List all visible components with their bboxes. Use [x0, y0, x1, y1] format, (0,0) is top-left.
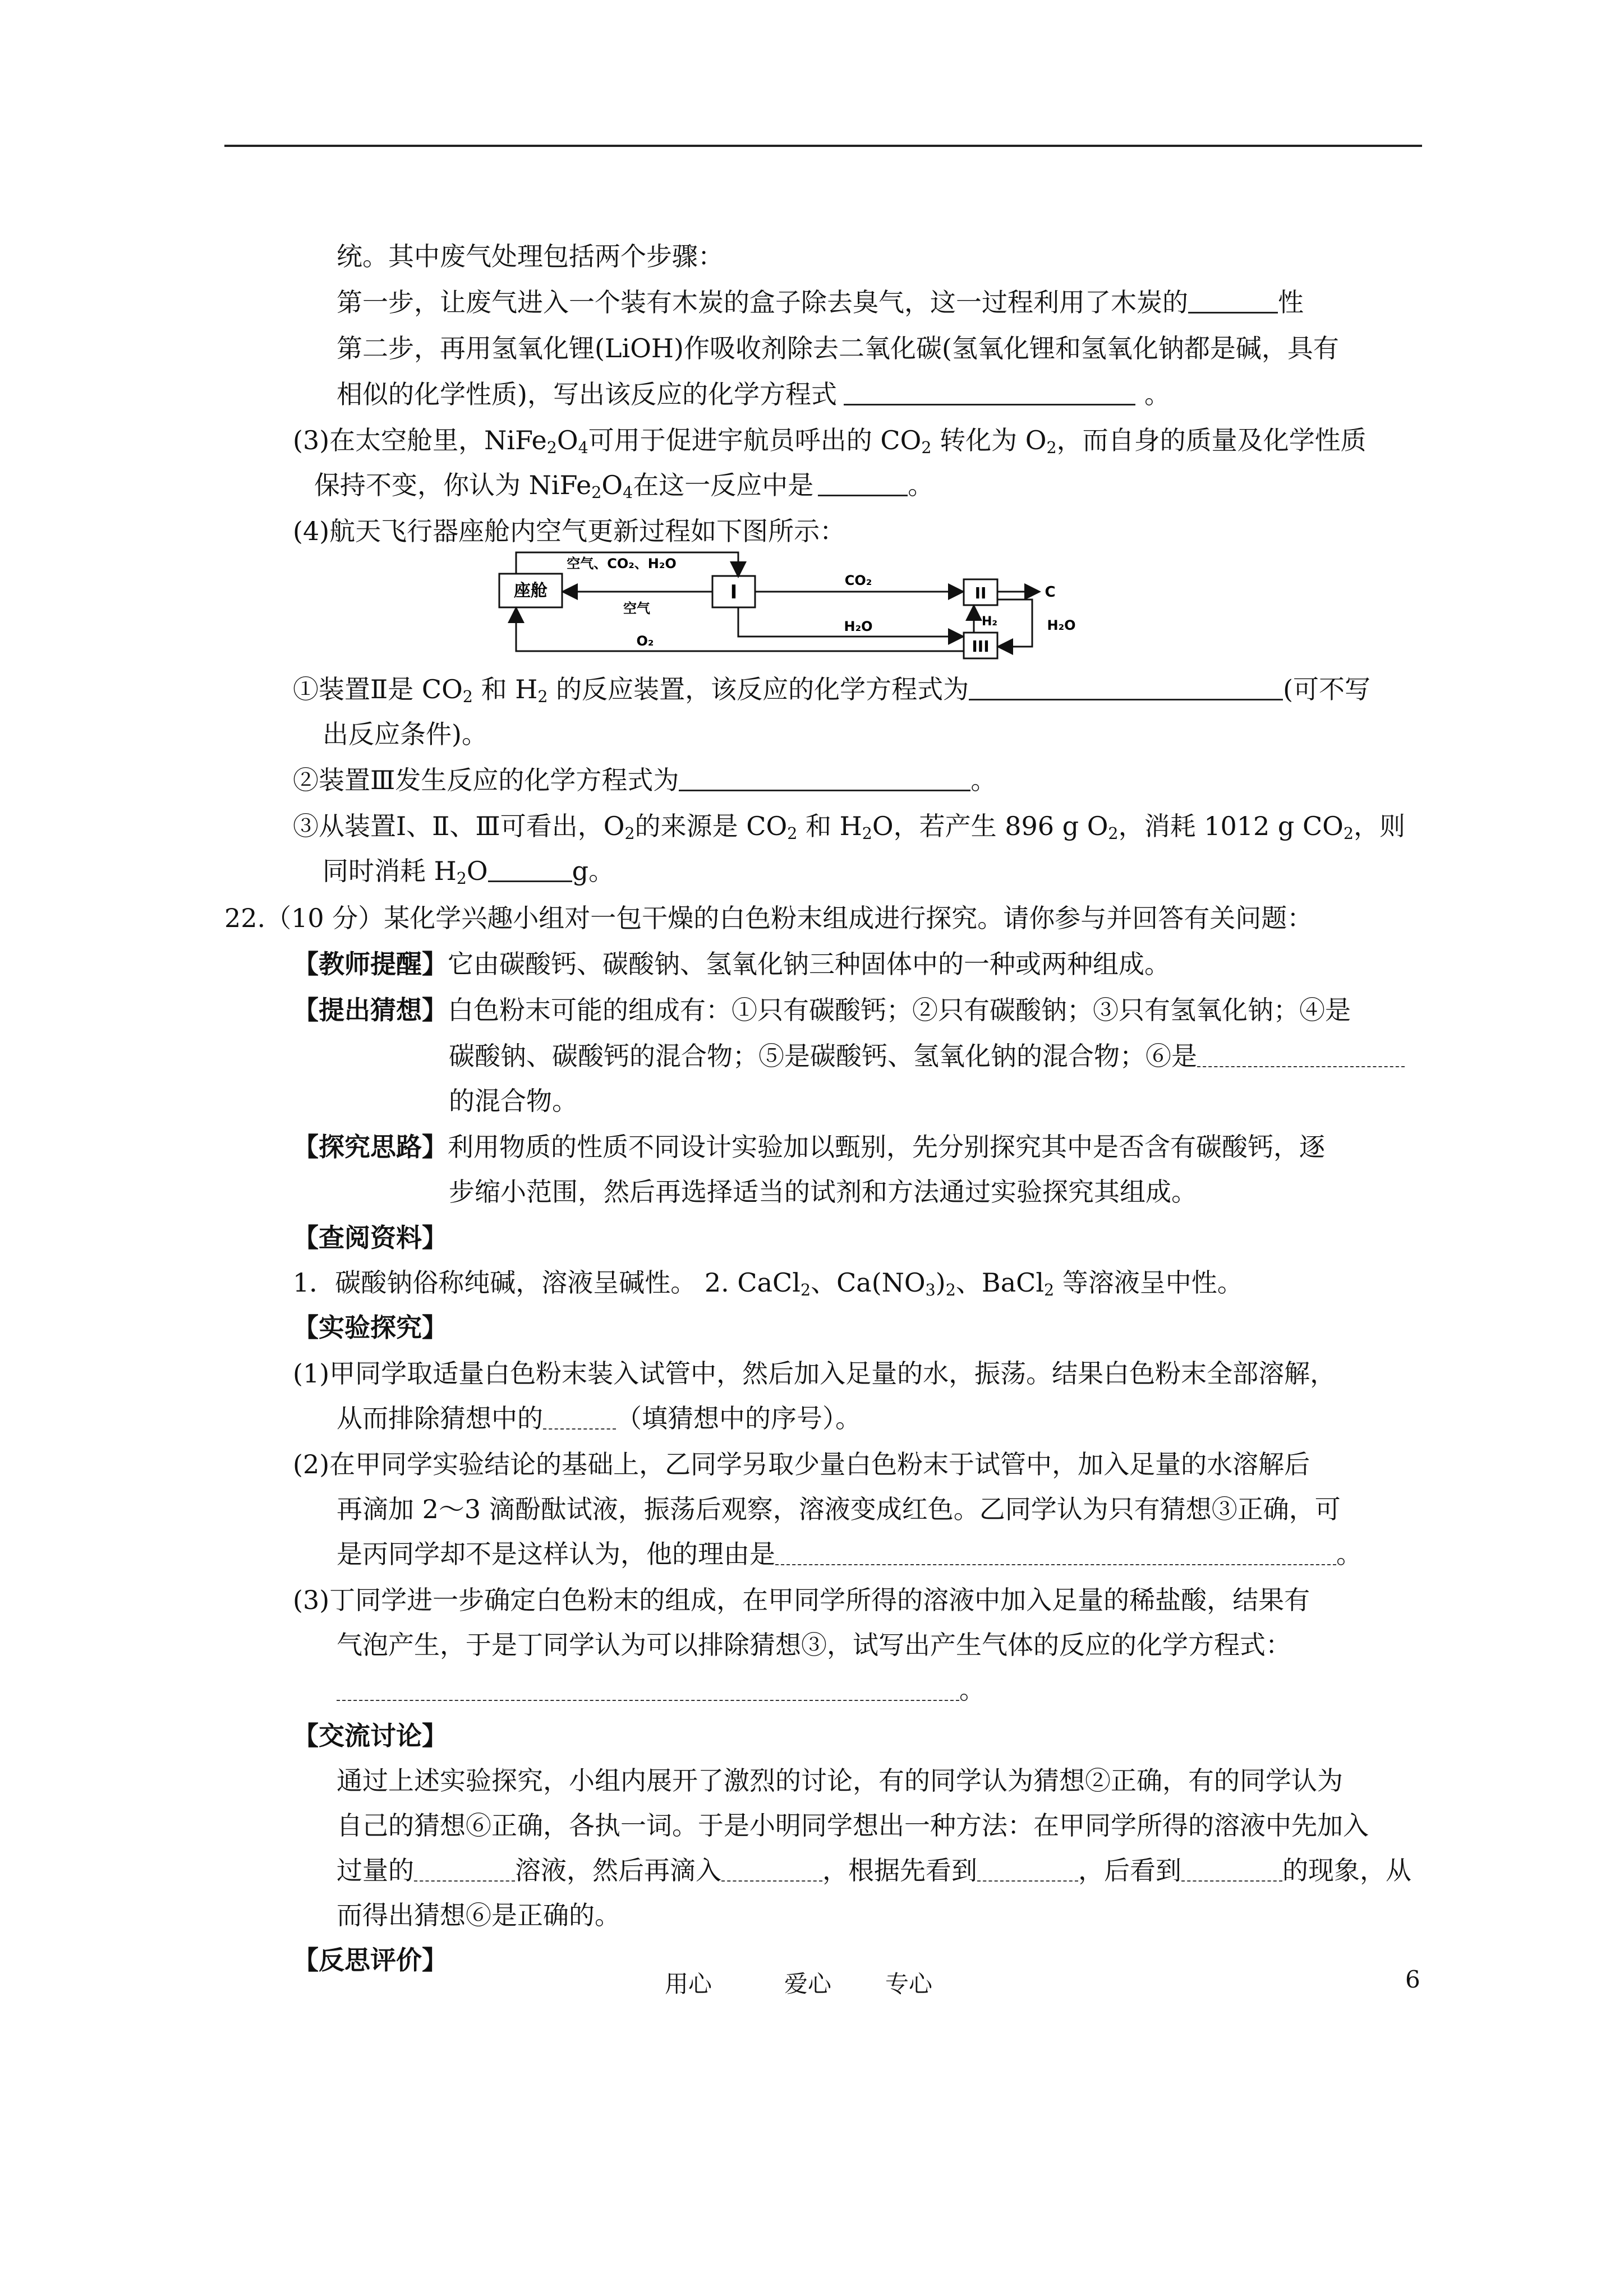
- q22-intro: 22.（10 分）某化学兴趣小组对一包干燥的白色粉末组成进行探究。请你参与并回答有关问题：: [224, 903, 1313, 933]
- q22-exp2-line2: 再滴加 2～3 滴酚酞试液，振荡后观察，溶液变成红色。乙同学认为只有猜想③正确，可: [337, 1494, 1341, 1524]
- q22-guess-line3: 的混合物。: [449, 1086, 578, 1116]
- arrow-device2-to-device3: [997, 600, 1032, 647]
- q22-exp3-line1: (3)丁同学进一步确定白色粉末的组成，在甲同学所得的溶液中加入足量的稀盐酸，结果有: [293, 1585, 1310, 1615]
- q22-disc-line4: 而得出猜想⑥是正确的。: [337, 1900, 620, 1930]
- heading-experiment: 【实验探究】: [293, 1312, 448, 1343]
- footer-word-3: 专心: [885, 1970, 933, 1998]
- q21-sub2: ②装置Ⅲ发生反应的化学方程式为 。: [293, 765, 997, 795]
- heading-discussion: 【交流讨论】: [293, 1721, 448, 1751]
- q21-sub1-line2: 出反应条件)。: [323, 719, 487, 749]
- answer-blank-charcoal-property[interactable]: [1188, 289, 1278, 313]
- label-co2: CO₂: [844, 573, 872, 588]
- label-air: 空气: [623, 601, 650, 616]
- q22-exp2-line1: (2)在甲同学实验结论的基础上，乙同学另取少量白色粉末于试管中，加入足量的水溶解后: [293, 1449, 1310, 1479]
- arrow-device3-to-cabin: [516, 610, 964, 651]
- header-rule: [224, 145, 1422, 147]
- cabin-label: 座舱: [514, 581, 548, 601]
- q22-exp1-line2: 从而排除猜想中的 （填猜想中的序号）。: [337, 1403, 861, 1433]
- q21-step2-line2: 相似的化学性质)，写出该反应的化学方程式 。: [337, 379, 1170, 409]
- q21-sub3-line1: ③从装置Ⅰ、Ⅱ、Ⅲ可看出，$O_2$的来源是 $CO_2$ 和 $H_2O$，若产生 896 g $O_2$，消耗 1012 g $CO_2$，则: [293, 811, 1406, 843]
- label-air-co2-h2o: 空气、CO₂、H₂O: [567, 556, 677, 571]
- q22-idea-line2: 步缩小范围，然后再选择适当的试剂和方法通过实验探究其组成。: [449, 1177, 1197, 1207]
- answer-blank-device3-equation[interactable]: [679, 767, 970, 791]
- heading-approach: 【探究思路】: [293, 1132, 448, 1162]
- q22-disc-line1: 通过上述实验探究，小组内展开了激烈的讨论，有的同学认为猜想②正确，有的同学认为: [337, 1765, 1343, 1796]
- label-carbon: C: [1045, 584, 1056, 601]
- answer-blank-reagent-2[interactable]: [721, 1858, 822, 1882]
- answer-blank-second-observation[interactable]: [1181, 1858, 1282, 1882]
- q21-step1: 第一步，让废气进入一个装有木炭的盒子除去臭气，这一过程利用了木炭的 性: [337, 287, 1304, 317]
- q22-guess-line1: 【提出猜想】白色粉末可能的组成有：①只有碳酸钙；②只有碳酸钠；③只有氢氧化钠；④是: [293, 995, 1351, 1025]
- q21-sub1-line1: ①装置Ⅱ是 $CO_2$ 和 $H_2$ 的反应装置，该反应的化学方程式为 (可不写: [293, 674, 1371, 707]
- answer-blank-reason[interactable]: [775, 1542, 1336, 1565]
- q22-disc-line2: 自己的猜想⑥正确，各执一词。于是小明同学想出一种方法：在甲同学所得的溶液中先加入: [337, 1810, 1369, 1841]
- answer-blank-nife2o4-role[interactable]: [818, 472, 908, 496]
- q22-references: 1．碳酸钠俗称纯碱，溶液呈碱性。 2. CaCl$_2$、$Ca(NO_3)_2$、BaCl$_2$ 等溶液呈中性。: [293, 1267, 1243, 1300]
- q22-exp3-line3: 。: [337, 1673, 985, 1706]
- device-1-label: I: [730, 581, 738, 603]
- q21-part3-line2: 保持不变，你认为 $NiFe_2O_4$在这一反应中是 。: [314, 470, 934, 502]
- heading-references: 【查阅资料】: [293, 1223, 448, 1253]
- q21-step2-line1: 第二步，再用氢氧化锂(LiOH)作吸收剂除去二氧化碳(氢氧化锂和氢氧化钠都是碱，具有: [337, 333, 1339, 363]
- device-2-label: II: [974, 584, 987, 602]
- q22-exp3-line2: 气泡产生，于是丁同学认为可以排除猜想③，试写出产生气体的反应的化学方程式：: [337, 1630, 1291, 1660]
- answer-blank-device2-equation[interactable]: [969, 676, 1283, 700]
- q22-teacher-reminder: 【教师提醒】它由碳酸钙、碳酸钠、氢氧化钠三种固体中的一种或两种组成。: [293, 949, 1170, 979]
- label-h2: H₂: [981, 615, 998, 629]
- heading-reflection: 【反思评价】: [293, 1945, 448, 1975]
- footer-word-1: 用心: [665, 1970, 712, 1998]
- page-number: 6: [1405, 1966, 1420, 1993]
- heading-teacher-reminder: 【教师提醒】: [293, 949, 448, 979]
- q22-guess-line2: 碳酸钠、碳酸钙的混合物；⑤是碳酸钙、氢氧化钠的混合物；⑥是: [449, 1040, 1405, 1072]
- q21-part3-line1: (3)在太空舱里，$NiFe_2O_4$可用于促进宇航员呼出的 $CO_2$ 转化为 $O_2$，而自身的质量及化学性质: [293, 425, 1367, 458]
- answer-blank-lioh-equation[interactable]: [844, 381, 1135, 405]
- cabin-air-renewal-diagram: [494, 547, 1099, 676]
- heading-hypothesis: 【提出猜想】: [293, 995, 448, 1025]
- q22-exp2-line3: 是丙同学却不是这样认为，他的理由是 。: [337, 1539, 1362, 1569]
- q22-idea-line1: 【探究思路】利用物质的性质不同设计实验加以甄别，先分别探究其中是否含有碳酸钙，逐: [293, 1132, 1325, 1162]
- label-h2o-mid: H₂O: [844, 619, 873, 634]
- answer-blank-excluded-hypothesis[interactable]: [543, 1406, 616, 1430]
- q22-exp1-line1: (1)甲同学取适量白色粉末装入试管中，然后加入足量的水，振荡。结果白色粉末全部溶解，: [293, 1358, 1336, 1389]
- device-3-label: III: [972, 637, 990, 656]
- answer-blank-gas-equation[interactable]: [337, 1677, 959, 1701]
- footer-word-2: 爱心: [784, 1970, 832, 1998]
- answer-blank-first-observation[interactable]: [977, 1858, 1078, 1882]
- label-o2: O₂: [636, 633, 654, 649]
- answer-blank-reagent-1[interactable]: [414, 1858, 515, 1882]
- q21-part4: (4)航天飞行器座舱内空气更新过程如下图所示：: [293, 516, 846, 546]
- q21-line-a: 统。其中废气处理包括两个步骤：: [337, 241, 724, 271]
- q21-sub3-line2: 同时消耗 $H_2O$ g。: [323, 856, 615, 888]
- label-h2o-right: H₂O: [1047, 617, 1076, 633]
- answer-blank-water-mass[interactable]: [488, 858, 572, 882]
- q22-disc-line3: 过量的 溶液，然后再滴入 ，根据先看到 ，后看到 的现象，从: [337, 1855, 1411, 1885]
- answer-blank-hypothesis-6[interactable]: [1197, 1044, 1405, 1067]
